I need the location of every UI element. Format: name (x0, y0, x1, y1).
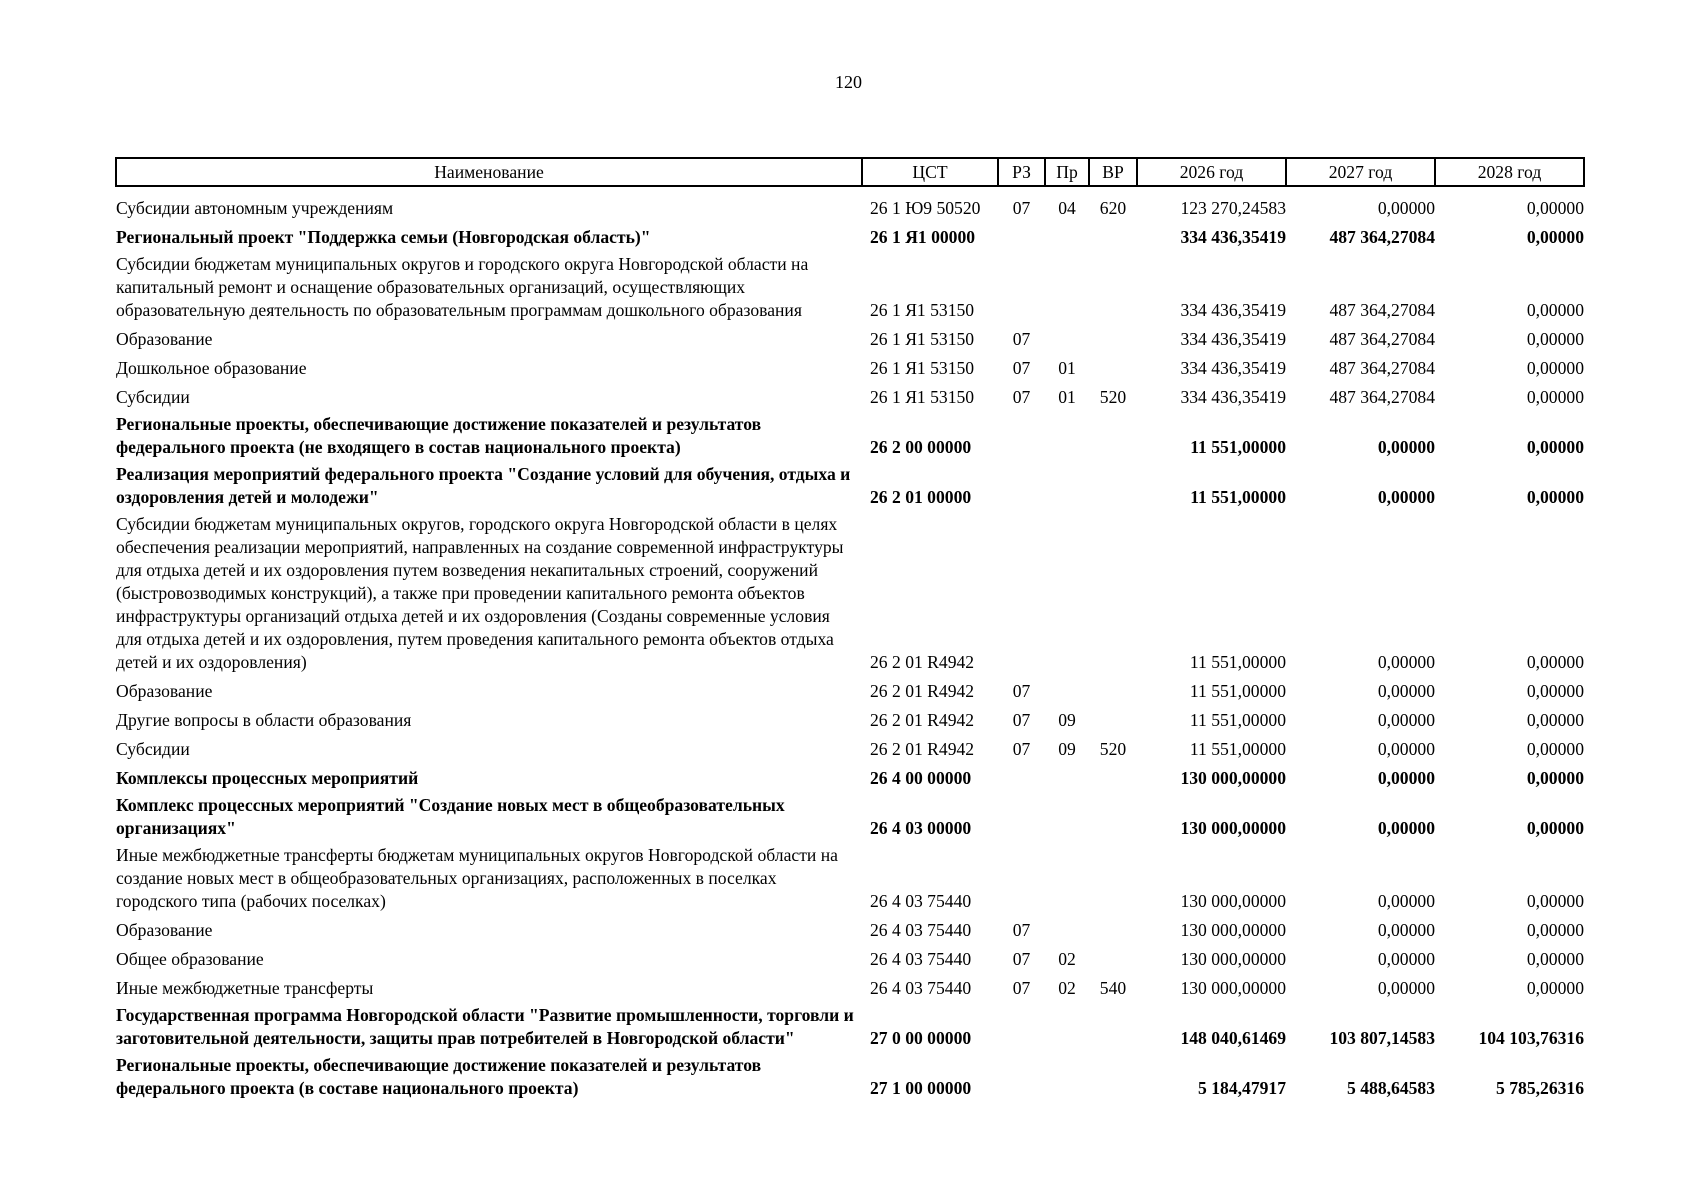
row-2027: 0,00000 (1377, 681, 1435, 701)
row-name: Субсидии (116, 739, 190, 759)
row-2028: 0,00000 (1526, 818, 1584, 838)
row-pr (1045, 249, 1089, 322)
row-2028: 0,00000 (1526, 358, 1584, 378)
row-rz (998, 1050, 1045, 1100)
row-2026: 11 551,00000 (1189, 681, 1286, 701)
table-row (116, 351, 1584, 380)
row-pr (1045, 674, 1089, 703)
row-2026: 130 000,00000 (1180, 949, 1286, 969)
row-2028: 0,00000 (1526, 652, 1584, 672)
row-2027: 487 364,27084 (1329, 227, 1435, 247)
row-rz: 07 (1012, 920, 1031, 940)
table-row (116, 459, 1584, 509)
row-vr (1089, 840, 1137, 913)
row-pr: 09 (1058, 710, 1076, 730)
row-2028: 0,00000 (1526, 437, 1584, 457)
row-rz: 07 (1012, 978, 1031, 998)
table-body (116, 186, 1584, 1100)
row-name: Другие вопросы в области образования (116, 710, 412, 730)
row-vr (1089, 703, 1137, 732)
row-2026: 123 270,24583 (1180, 198, 1286, 218)
row-vr (1089, 509, 1137, 674)
table-row (116, 840, 1584, 913)
row-2026: 5 184,47917 (1198, 1078, 1286, 1098)
row-vr (1089, 249, 1137, 322)
row-2027: 0,00000 (1377, 891, 1435, 911)
row-pr: 01 (1058, 387, 1076, 407)
row-2028: 0,00000 (1526, 768, 1584, 788)
row-pr: 09 (1058, 739, 1076, 759)
row-vr: 520 (1099, 739, 1127, 759)
header-2026: 2026 год (1137, 158, 1286, 186)
row-2028: 0,00000 (1526, 978, 1584, 998)
table-row (116, 249, 1584, 322)
row-vr (1089, 790, 1137, 840)
row-name: Субсидии (116, 387, 190, 407)
row-vr (1089, 220, 1137, 249)
table-row (116, 322, 1584, 351)
row-cst: 26 1 Я1 00000 (870, 227, 976, 247)
row-cst: 26 2 01 R4942 (870, 652, 975, 672)
row-rz (998, 409, 1045, 459)
row-2027: 0,00000 (1377, 710, 1435, 730)
row-rz: 07 (1012, 710, 1031, 730)
row-pr: 02 (1058, 949, 1076, 969)
header-2028: 2028 год (1435, 158, 1584, 186)
row-pr (1045, 1050, 1089, 1100)
row-cst: 26 4 03 75440 (870, 978, 972, 998)
row-cst: 26 1 Я1 53150 (870, 300, 975, 320)
row-name: Дошкольное образование (116, 358, 307, 378)
row-pr (1045, 220, 1089, 249)
row-2028: 0,00000 (1526, 891, 1584, 911)
row-name: Региональный проект "Поддержка семьи (Новгородская область)" (116, 227, 651, 247)
row-vr (1089, 459, 1137, 509)
table-row (116, 971, 1584, 1000)
row-name: Государственная программа Новгородской области "Развитие промышленности, торговли и заготовительной деятельности, защиты прав потребителей в Новгородской области" (116, 1005, 854, 1048)
row-2027: 0,00000 (1377, 768, 1435, 788)
row-2027: 0,00000 (1377, 949, 1435, 969)
row-2027: 0,00000 (1377, 437, 1435, 457)
row-name: Образование (116, 681, 213, 701)
row-vr (1089, 942, 1137, 971)
table-row (116, 703, 1584, 732)
row-2026: 11 551,00000 (1190, 437, 1286, 457)
table-row (116, 380, 1584, 409)
row-rz: 07 (1012, 358, 1031, 378)
row-2027: 0,00000 (1377, 739, 1435, 759)
row-name: Образование (116, 329, 213, 349)
row-2028: 0,00000 (1526, 949, 1584, 969)
row-cst: 26 1 Я1 53150 (870, 387, 975, 407)
row-2028: 0,00000 (1526, 681, 1584, 701)
row-2026: 334 436,35419 (1180, 329, 1286, 349)
header-name: Наименование (116, 158, 862, 186)
table-row (116, 186, 1584, 220)
row-2028: 0,00000 (1526, 227, 1584, 247)
row-cst: 26 2 01 00000 (870, 487, 972, 507)
header-rz: РЗ (998, 158, 1045, 186)
row-2028: 0,00000 (1526, 920, 1584, 940)
row-rz: 07 (1012, 329, 1031, 349)
row-pr (1045, 761, 1089, 790)
row-2027: 103 807,14583 (1329, 1028, 1435, 1048)
row-cst: 26 2 01 R4942 (870, 710, 975, 730)
row-2028: 0,00000 (1526, 329, 1584, 349)
row-2027: 0,00000 (1377, 487, 1435, 507)
table-row (116, 509, 1584, 674)
table-row (116, 732, 1584, 761)
budget-table (115, 157, 1585, 1100)
row-pr (1045, 459, 1089, 509)
header-cst: ЦСТ (862, 158, 998, 186)
row-pr: 02 (1058, 978, 1076, 998)
row-name: Региональные проекты, обеспечивающие достижение показателей и результатов федерального проекта (в составе национального проекта) (116, 1055, 762, 1098)
header-2027: 2027 год (1286, 158, 1435, 186)
row-2026: 334 436,35419 (1180, 358, 1286, 378)
row-name: Иные межбюджетные трансферты (116, 978, 374, 998)
row-2028: 0,00000 (1526, 198, 1584, 218)
row-rz (998, 761, 1045, 790)
row-pr: 01 (1058, 358, 1076, 378)
row-2026: 130 000,00000 (1180, 818, 1286, 838)
row-2028: 0,00000 (1526, 300, 1584, 320)
row-name: Региональные проекты, обеспечивающие достижение показателей и результатов федерального проекта (не входящего в состав национального проекта) (116, 414, 762, 457)
row-2027: 487 364,27084 (1329, 300, 1435, 320)
row-2028: 5 785,26316 (1496, 1078, 1584, 1098)
row-name: Субсидии бюджетам муниципальных округов и городского округа Новгородской области на капитальный ремонт и оснащение образовательных организаций, осуществляющих образовательную деятельность по образовательным программам дошкольного образования (116, 254, 809, 320)
row-pr (1045, 790, 1089, 840)
row-pr (1045, 322, 1089, 351)
row-cst: 26 2 01 R4942 (870, 681, 975, 701)
row-2026: 334 436,35419 (1180, 300, 1286, 320)
row-rz (998, 249, 1045, 322)
row-2027: 0,00000 (1377, 198, 1435, 218)
row-pr (1045, 509, 1089, 674)
row-vr (1089, 351, 1137, 380)
row-vr (1089, 409, 1137, 459)
row-2028: 0,00000 (1526, 710, 1584, 730)
row-name: Комплекс процессных мероприятий "Создание новых мест в общеобразовательных организациях" (116, 795, 785, 838)
row-2026: 130 000,00000 (1180, 920, 1286, 940)
row-rz (998, 790, 1045, 840)
row-rz (998, 459, 1045, 509)
row-rz (998, 1000, 1045, 1050)
header-vr: ВР (1089, 158, 1137, 186)
row-cst: 26 4 03 75440 (870, 949, 972, 969)
row-2028: 104 103,76316 (1478, 1028, 1584, 1048)
row-vr (1089, 761, 1137, 790)
row-vr (1089, 1050, 1137, 1100)
row-vr: 520 (1099, 387, 1127, 407)
row-2028: 0,00000 (1526, 739, 1584, 759)
row-cst: 26 2 01 R4942 (870, 739, 975, 759)
row-name: Общее образование (116, 949, 264, 969)
table-row (116, 1000, 1584, 1050)
table-row (116, 409, 1584, 459)
row-2026: 130 000,00000 (1180, 978, 1286, 998)
row-cst: 26 1 Я1 53150 (870, 358, 975, 378)
row-rz (998, 220, 1045, 249)
row-pr (1045, 840, 1089, 913)
row-cst: 26 4 00 00000 (870, 768, 972, 788)
row-cst: 27 0 00 00000 (870, 1028, 972, 1048)
row-cst: 26 4 03 75440 (870, 891, 972, 911)
row-2026: 11 551,00000 (1190, 487, 1286, 507)
row-name: Образование (116, 920, 213, 940)
row-pr (1045, 409, 1089, 459)
row-2027: 0,00000 (1377, 920, 1435, 940)
row-2027: 487 364,27084 (1329, 358, 1435, 378)
table-row (116, 790, 1584, 840)
row-rz (998, 509, 1045, 674)
row-vr (1089, 322, 1137, 351)
row-2028: 0,00000 (1526, 387, 1584, 407)
row-2026: 11 551,00000 (1189, 652, 1286, 672)
row-pr (1045, 1000, 1089, 1050)
row-name: Комплексы процессных мероприятий (116, 768, 419, 788)
row-2026: 334 436,35419 (1180, 387, 1286, 407)
row-2027: 0,00000 (1377, 978, 1435, 998)
table-row (116, 761, 1584, 790)
row-vr (1089, 674, 1137, 703)
header-pr: Пр (1045, 158, 1089, 186)
row-2026: 130 000,00000 (1180, 891, 1286, 911)
row-2026: 334 436,35419 (1180, 227, 1286, 247)
row-cst: 26 4 03 00000 (870, 818, 972, 838)
row-rz: 07 (1012, 198, 1031, 218)
row-vr (1089, 1000, 1137, 1050)
row-2027: 5 488,64583 (1347, 1078, 1435, 1098)
row-rz: 07 (1012, 681, 1031, 701)
table-row (116, 220, 1584, 249)
row-name: Иные межбюджетные трансферты бюджетам муниципальных округов Новгородской области на создание новых мест в общеобразовательных организациях, расположенных в поселках городского типа (рабочих поселках) (116, 845, 838, 911)
row-2027: 0,00000 (1377, 652, 1435, 672)
row-cst: 26 2 00 00000 (870, 437, 972, 457)
table-row (116, 1050, 1584, 1100)
row-2026: 148 040,61469 (1180, 1028, 1286, 1048)
row-name: Субсидии бюджетам муниципальных округов, городского округа Новгородской области в целях обеспечения реализации мероприятий, направленных на создание современной инфраструктуры для отдыха детей и их оздоровления путем возведения некапитальных строений, сооружений (быстровозводимых конструкций), а также при проведении капитального ремонта объектов инфраструктуры организаций отдыха детей и их оздоровления (Созданы современные условия для отдыха детей и их оздоровления, путем проведения капитального ремонта объектов отдыха детей и их оздоровления) (116, 514, 844, 672)
row-cst: 26 1 Я1 53150 (870, 329, 975, 349)
row-vr: 620 (1099, 198, 1127, 218)
row-pr: 04 (1058, 198, 1076, 218)
row-cst: 27 1 00 00000 (870, 1078, 972, 1098)
row-rz: 07 (1012, 387, 1031, 407)
row-2026: 130 000,00000 (1180, 768, 1286, 788)
table-row (116, 674, 1584, 703)
row-2026: 11 551,00000 (1189, 739, 1286, 759)
row-vr (1089, 913, 1137, 942)
row-rz: 07 (1012, 949, 1031, 969)
row-rz (998, 840, 1045, 913)
row-2026: 11 551,00000 (1189, 710, 1286, 730)
row-2027: 487 364,27084 (1329, 329, 1435, 349)
page-number: 120 (835, 72, 862, 92)
table-row (116, 942, 1584, 971)
table-row (116, 913, 1584, 942)
row-cst: 26 4 03 75440 (870, 920, 972, 940)
row-rz: 07 (1012, 739, 1031, 759)
row-2027: 487 364,27084 (1329, 387, 1435, 407)
row-pr (1045, 913, 1089, 942)
row-2027: 0,00000 (1377, 818, 1435, 838)
row-name: Субсидии автономным учреждениям (116, 198, 394, 218)
table-header-row (116, 158, 1584, 186)
row-2028: 0,00000 (1526, 487, 1584, 507)
row-name: Реализация мероприятий федерального проекта "Создание условий для обучения, отдыха и оздоровления детей и молодежи" (116, 464, 851, 507)
row-vr: 540 (1099, 978, 1127, 998)
row-cst: 26 1 Ю9 50520 (870, 198, 981, 218)
